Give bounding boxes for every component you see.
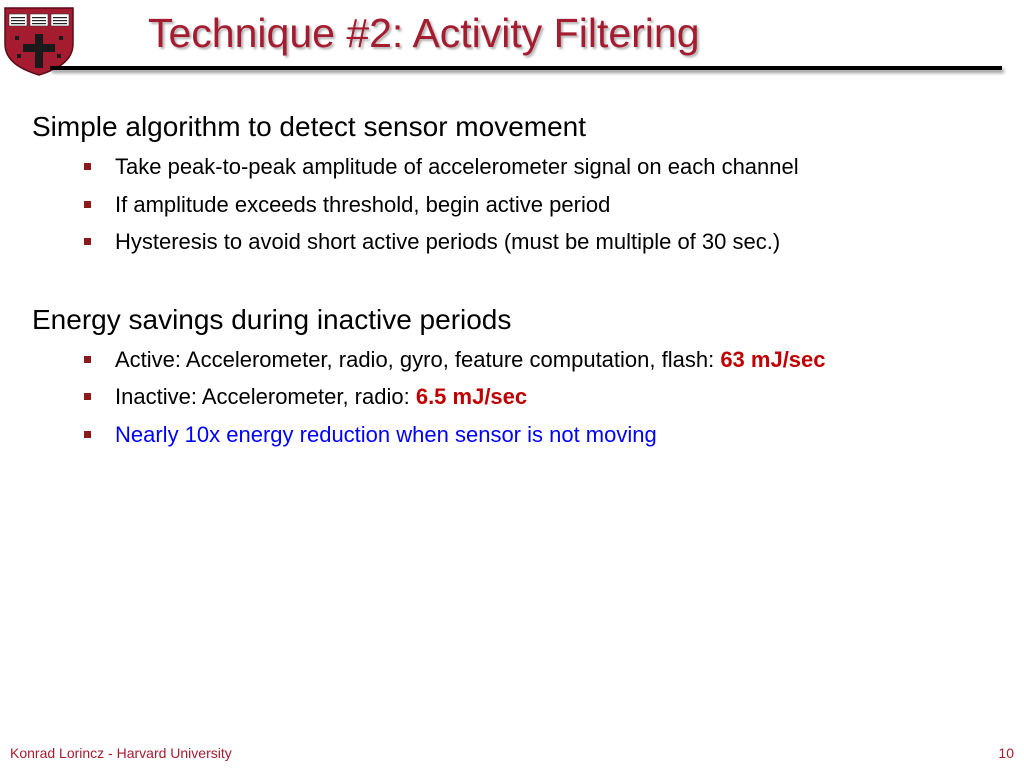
- square-bullet-icon: [84, 201, 91, 208]
- square-bullet-icon: [84, 356, 91, 363]
- list-item: [32, 223, 992, 261]
- square-bullet-icon: [84, 431, 91, 438]
- list-item: [32, 186, 992, 224]
- square-bullet-icon: [84, 393, 91, 400]
- slide-body: [32, 108, 992, 453]
- section-heading: Simple algorithm to detect sensor movement: [32, 111, 587, 142]
- section-heading: Energy savings during inactive periods: [32, 303, 512, 335]
- bullet-text: Nearly 10x energy reduction when sensor is not moving: [115, 421, 657, 447]
- bullet-text: If amplitude exceeds threshold, begin active period: [115, 191, 611, 217]
- energy-value-inactive: 6.5 mJ/sec: [415, 384, 528, 409]
- page-number: 10: [998, 745, 1014, 761]
- list-item: [32, 341, 992, 379]
- list-item: [32, 416, 992, 454]
- footer-author: Konrad Lorincz - Harvard University: [10, 745, 232, 761]
- title-divider: [50, 66, 1002, 70]
- bullet-list: [32, 148, 992, 261]
- list-item: [32, 378, 992, 416]
- bullet-text: Take peak-to-peak amplitude of accelerometer signal on each channel: [115, 154, 799, 179]
- bullet-text: Hysteresis to avoid short active periods (must be multiple of 30 sec.): [115, 229, 781, 254]
- square-bullet-icon: [84, 163, 91, 170]
- square-bullet-icon: [84, 238, 91, 245]
- slide-title: Technique #2: Activity Filtering: [148, 10, 700, 56]
- energy-value-active: 63 mJ/sec: [720, 346, 826, 372]
- bullet-text: Inactive: Accelerometer, radio:: [115, 384, 416, 409]
- section-spacer: [32, 261, 992, 301]
- bullet-list: [32, 341, 992, 454]
- bullet-text: Active: Accelerometer, radio, gyro, feature computation, flash:: [115, 346, 721, 372]
- list-item: [32, 148, 992, 186]
